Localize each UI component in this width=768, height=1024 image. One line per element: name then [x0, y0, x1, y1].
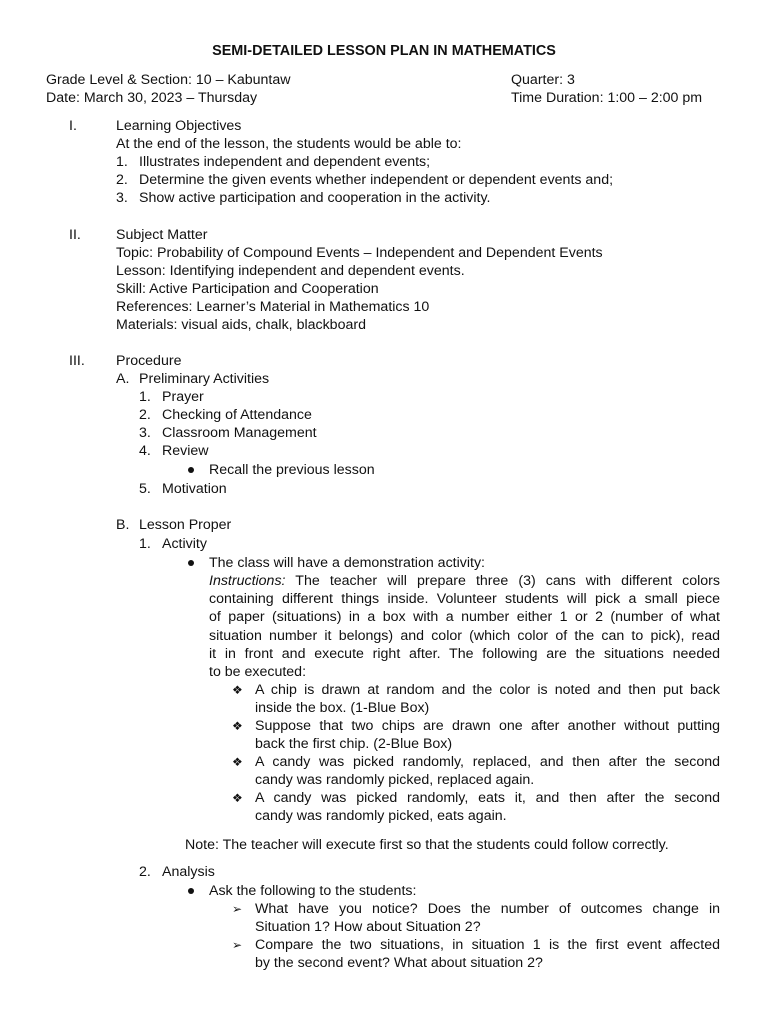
subject-skill: Skill: Active Participation and Cooperation: [116, 281, 379, 297]
section2-heading: Subject Matter: [116, 227, 208, 243]
subject-topic: Topic: Probability of Compound Events – Independent and Dependent Events: [116, 245, 603, 261]
situation-line: A candy was picked randomly, replaced, and then after the second: [255, 754, 720, 770]
section3-heading: Procedure: [116, 353, 182, 369]
part-a-letter: A.: [116, 371, 130, 387]
situation-line: candy was randomly picked, eats again.: [255, 808, 507, 824]
objective-text: Determine the given events whether independent or dependent events and;: [139, 172, 614, 188]
preliminary-item: Checking of Attendance: [162, 407, 312, 423]
bullet-icon: [188, 467, 194, 473]
objective-number: 3.: [116, 190, 128, 206]
preliminary-number: 5.: [139, 481, 151, 497]
bullet-icon: [188, 560, 194, 566]
instructions-line: Instructions: The teacher will prepare three (3) cans with different colors: [209, 573, 720, 589]
instructions-line: of paper (situations) in a box with a number either 1 or 2 (number of what: [209, 609, 720, 625]
analysis-number: 2.: [139, 864, 151, 880]
arrow-bullet-icon: ➢: [232, 938, 243, 952]
preliminary-item: Prayer: [162, 389, 204, 405]
subject-lesson: Lesson: Identifying independent and dependent events.: [116, 263, 465, 279]
preliminary-item: Motivation: [162, 481, 227, 497]
question-line: What have you notice? Does the number of outcomes change in: [255, 901, 720, 917]
section1-heading: Learning Objectives: [116, 118, 242, 134]
situation-line: A candy was picked randomly, eats it, and then after the second: [255, 790, 720, 806]
analysis-bullet-text: Ask the following to the students:: [209, 883, 417, 899]
analysis-heading: Analysis: [162, 864, 215, 880]
instructions-line: situation number it belongs) and color (which color of the can to pick), read: [209, 628, 720, 644]
section1-numeral: I.: [69, 118, 77, 134]
instructions-line: containing different things inside. Volunteer students will pick a small piece: [209, 591, 720, 607]
objective-number: 2.: [116, 172, 128, 188]
diamond-bullet-icon: ❖: [232, 755, 243, 769]
activity-bullet-text: The class will have a demonstration activity:: [209, 555, 485, 571]
situation-line: inside the box. (1-Blue Box): [255, 700, 430, 716]
quarter: Quarter: 3: [511, 72, 575, 88]
section2-numeral: II.: [69, 227, 81, 243]
diamond-bullet-icon: ❖: [232, 719, 243, 733]
subject-references: References: Learner’s Material in Mathematics 10: [116, 299, 430, 315]
objective-text: Show active participation and cooperation in the activity.: [139, 190, 491, 206]
situation-line: candy was randomly picked, replaced again.: [255, 772, 535, 788]
preliminary-item: Review: [162, 443, 209, 459]
part-a-heading: Preliminary Activities: [139, 371, 270, 387]
review-bullet-text: Recall the previous lesson: [209, 462, 375, 478]
preliminary-item: Classroom Management: [162, 425, 317, 441]
situation-line: Suppose that two chips are drawn one after another without putting: [255, 718, 720, 734]
grade-section: Grade Level & Section: 10 – Kabuntaw: [46, 72, 291, 88]
situation-line: A chip is drawn at random and the color is noted and then put back: [255, 682, 720, 698]
preliminary-number: 1.: [139, 389, 151, 405]
part-b-letter: B.: [116, 517, 130, 533]
question-line: Situation 1? How about Situation 2?: [255, 919, 481, 935]
time-duration: Time Duration: 1:00 – 2:00 pm: [511, 90, 703, 106]
preliminary-number: 3.: [139, 425, 151, 441]
bullet-icon: [188, 888, 194, 894]
instructions-line: it in front and execute right after. The following are the situations needed: [209, 646, 720, 662]
question-line: by the second event? What about situation 2?: [255, 955, 543, 971]
preliminary-number: 2.: [139, 407, 151, 423]
activity-heading: Activity: [162, 536, 207, 552]
situation-line: back the first chip. (2-Blue Box): [255, 736, 453, 752]
date: Date: March 30, 2023 – Thursday: [46, 90, 258, 106]
instructions-line: to be executed:: [209, 664, 307, 680]
section1-intro: At the end of the lesson, the students would be able to:: [116, 136, 462, 152]
subject-materials: Materials: visual aids, chalk, blackboard: [116, 317, 366, 333]
diamond-bullet-icon: ❖: [232, 791, 243, 805]
diamond-bullet-icon: ❖: [232, 683, 243, 697]
section3-numeral: III.: [69, 353, 85, 369]
part-b-heading: Lesson Proper: [139, 517, 232, 533]
activity-note: Note: The teacher will execute first so that the students could follow correctly.: [185, 837, 669, 853]
instructions-label: Instructions:: [209, 573, 286, 589]
objective-number: 1.: [116, 154, 128, 170]
question-line: Compare the two situations, in situation 1 is the first event affected: [255, 937, 720, 953]
objective-text: Illustrates independent and dependent events;: [139, 154, 431, 170]
activity-number: 1.: [139, 536, 151, 552]
document-title: SEMI-DETAILED LESSON PLAN IN MATHEMATICS: [212, 43, 556, 59]
arrow-bullet-icon: ➢: [232, 902, 243, 916]
preliminary-number: 4.: [139, 443, 151, 459]
